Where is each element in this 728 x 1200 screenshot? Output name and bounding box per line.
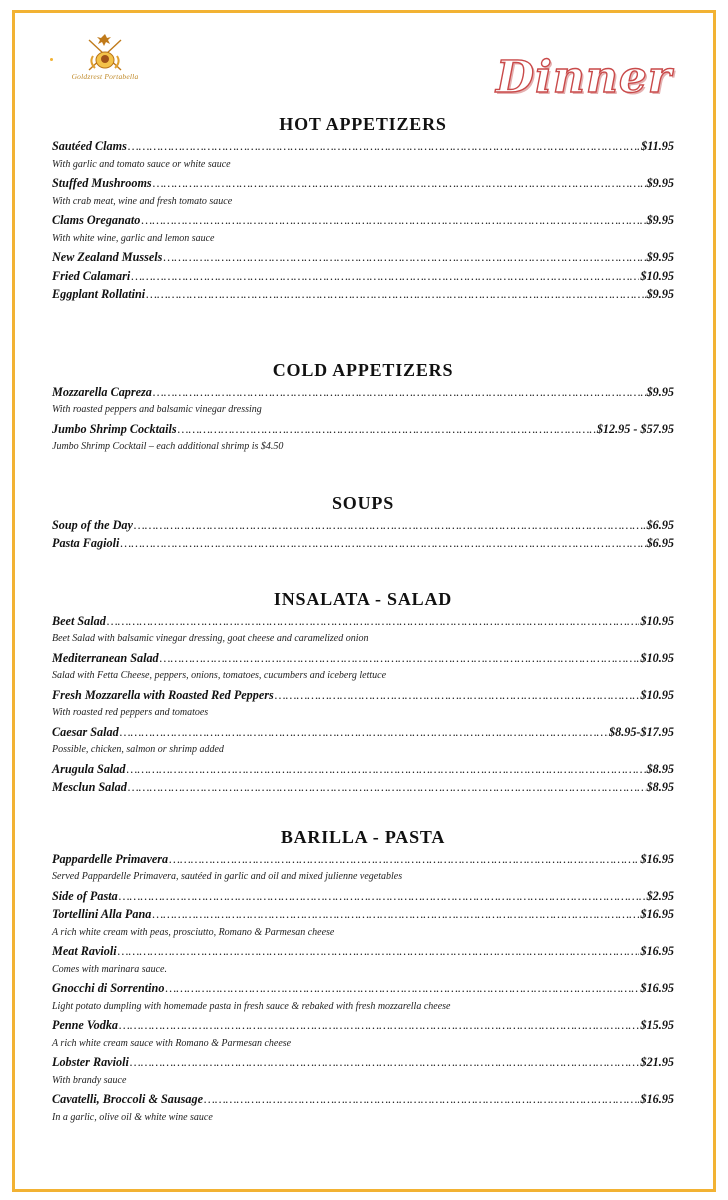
- item-price: $15.95: [640, 1018, 674, 1032]
- dot-leader: [119, 887, 646, 906]
- dot-leader: [120, 723, 608, 742]
- dot-leader: [146, 285, 645, 304]
- item-price: $9.95: [646, 250, 674, 264]
- spacer: [52, 553, 674, 589]
- item-price: $9.95: [646, 176, 674, 190]
- menu-item: [52, 1016, 674, 1035]
- restaurant-logo: [50, 30, 160, 90]
- item-name: Pasta Fagioli: [52, 536, 120, 550]
- menu-item: [52, 649, 674, 668]
- dot-leader: [119, 1016, 639, 1035]
- menu-item: [52, 1053, 674, 1072]
- item-price: $2.95: [646, 888, 674, 903]
- dot-leader: [160, 649, 640, 668]
- menu-item: [52, 383, 674, 402]
- item-name: Clams Oreganato: [52, 213, 141, 227]
- item-description: With brandy sauce: [52, 1074, 127, 1086]
- item-description: Comes with marinara sauce.: [52, 963, 167, 975]
- item-description: Jumbo Shrimp Cocktail – each additional shrimp is $4.50: [52, 441, 284, 452]
- dot-leader: [165, 979, 639, 998]
- dot-leader: [163, 248, 645, 267]
- item-price: $11.95: [641, 139, 674, 153]
- section-title: HOT APPETIZERS: [279, 114, 447, 134]
- menu-item: [52, 612, 674, 631]
- menu-item: [52, 905, 674, 924]
- item-name: Lobster Ravioli: [52, 1055, 129, 1069]
- menu-item: [52, 248, 674, 267]
- menu-item: [52, 534, 674, 553]
- item-name: Soup of the Day: [52, 517, 133, 532]
- menu-item: [52, 979, 674, 998]
- menu-item: [52, 420, 674, 439]
- item-name: Pappardelle Primavera: [52, 851, 169, 866]
- menu-item: [52, 1090, 674, 1109]
- item-price: $16.95: [640, 1092, 674, 1106]
- dot-leader: [169, 850, 639, 869]
- menu-item: [52, 516, 674, 535]
- item-price: $9.95: [646, 287, 674, 301]
- item-price: $21.95: [640, 1055, 674, 1069]
- menu-item: [52, 267, 674, 286]
- menu-item: [52, 850, 674, 869]
- item-description: With roasted red peppers and tomatoes: [52, 707, 209, 718]
- dot-leader: [118, 942, 640, 961]
- menu-item: [52, 174, 674, 193]
- section-cold-appetizers: [52, 360, 674, 457]
- section-salad: [52, 589, 674, 797]
- item-name: Eggplant Rollatini: [52, 287, 146, 301]
- item-price: $16.95: [640, 944, 674, 958]
- item-price: $12.95 - $57.95: [596, 421, 674, 436]
- item-description: Salad with Fetta Cheese, peppers, onions, tomatoes, cucumbers and iceberg lettuce: [52, 670, 387, 681]
- item-name: Fried Calamari: [52, 268, 131, 283]
- item-description: With crab meat, wine and fresh tomato sauce: [52, 195, 233, 207]
- dot-leader: [153, 174, 646, 193]
- item-price: $10.95: [640, 268, 674, 283]
- item-price: $10.95: [640, 613, 674, 628]
- item-name: Sautéed Clams: [52, 139, 127, 153]
- item-price: $9.95: [646, 384, 674, 399]
- dot-leader: [152, 905, 639, 924]
- menu-content: [52, 114, 674, 1127]
- item-name: Mediterranean Salad: [52, 650, 159, 665]
- item-price: $16.95: [640, 981, 674, 995]
- item-price: $8.95: [646, 761, 674, 776]
- dot-leader: [128, 137, 640, 156]
- item-price: $10.95: [640, 650, 674, 665]
- spacer: [52, 304, 674, 360]
- section-soups: [52, 493, 674, 553]
- menu-item: [52, 211, 674, 230]
- item-price: $16.95: [640, 907, 674, 921]
- item-price: $10.95: [640, 687, 674, 702]
- item-name: Arugula Salad: [52, 761, 126, 776]
- item-description: Possible, chicken, salmon or shrimp added: [52, 744, 224, 755]
- item-name: New Zealand Mussels: [52, 250, 163, 264]
- dot-leader: [141, 211, 645, 230]
- section-hot-appetizers: [52, 114, 674, 304]
- item-name: Beet Salad: [52, 613, 106, 628]
- item-description: In a garlic, olive oil & white wine sauce: [52, 1111, 213, 1123]
- dot-leader: [204, 1090, 639, 1109]
- section-title: SOUPS: [331, 492, 395, 513]
- item-price: $8.95-$17.95: [609, 724, 674, 739]
- dot-leader: [178, 420, 596, 439]
- dot-leader: [120, 534, 645, 553]
- menu-item: [52, 137, 674, 156]
- item-price: $6.95: [646, 536, 674, 550]
- dot-leader: [127, 760, 646, 779]
- page-title: Dinner: [495, 52, 672, 103]
- section-pasta: [52, 827, 674, 1128]
- menu-item: [52, 686, 674, 705]
- item-price: $16.95: [640, 851, 674, 866]
- dot-leader: [153, 383, 646, 402]
- item-name: Caesar Salad: [52, 724, 119, 739]
- section-title: COLD APPETIZERS: [272, 359, 454, 380]
- item-name: Mozzarella Capreza: [52, 384, 152, 399]
- item-price: $8.95: [646, 780, 674, 794]
- menu-item: [52, 942, 674, 961]
- menu-item: [52, 778, 674, 797]
- decorative-dot: [50, 58, 53, 61]
- item-name: Meat Ravioli: [52, 944, 117, 958]
- menu-item: [52, 760, 674, 779]
- item-description: Light potato dumpling with homemade pasta in fresh sauce & rebaked with fresh mozzarella cheese: [52, 1000, 451, 1012]
- item-description: Served Pappardelle Primavera, sautéed in garlic and oil and mixed julienne vegetables: [52, 871, 403, 882]
- crest-icon: [75, 30, 135, 74]
- menu-item: [52, 285, 674, 304]
- item-price: $9.95: [646, 213, 674, 227]
- dot-leader: [130, 1053, 640, 1072]
- item-name: Gnocchi di Sorrentino: [52, 981, 165, 995]
- item-description: With white wine, garlic and lemon sauce: [52, 232, 215, 244]
- logo-caption: Goldzrest Portabella: [71, 72, 139, 81]
- item-name: Mesclun Salad: [52, 780, 127, 794]
- item-description: With garlic and tomato sauce or white sauce: [52, 158, 231, 170]
- item-name: Stuffed Mushrooms: [52, 176, 152, 190]
- spacer: [52, 797, 674, 827]
- item-description: With roasted peppers and balsamic vinegar dressing: [52, 404, 262, 415]
- dot-leader: [107, 612, 640, 631]
- item-description: A rich white cream with peas, prosciutto, Romano & Parmesan cheese: [52, 926, 335, 938]
- item-description: A rich white cream sauce with Romano & Parmesan cheese: [52, 1037, 292, 1049]
- item-name: Cavatelli, Broccoli & Sausage: [52, 1092, 203, 1106]
- item-name: Tortellini Alla Pana: [52, 907, 152, 921]
- item-price: $6.95: [646, 517, 674, 532]
- item-description: Beet Salad with balsamic vinegar dressing, goat cheese and caramelized onion: [52, 633, 369, 644]
- item-name: Side of Pasta: [52, 888, 118, 903]
- menu-item: [52, 887, 674, 906]
- item-name: Fresh Mozzarella with Roasted Red Peppers: [52, 687, 274, 702]
- menu-item: [52, 723, 674, 742]
- dot-leader: [275, 686, 640, 705]
- item-name: Jumbo Shrimp Cocktails: [52, 421, 177, 436]
- dot-leader: [131, 267, 639, 286]
- spacer: [52, 457, 674, 493]
- dot-leader: [134, 516, 646, 535]
- item-name: Penne Vodka: [52, 1018, 119, 1032]
- dot-leader: [128, 778, 646, 797]
- section-title: BARILLA - PASTA: [280, 826, 446, 847]
- section-title: INSALATA - SALAD: [273, 588, 453, 609]
